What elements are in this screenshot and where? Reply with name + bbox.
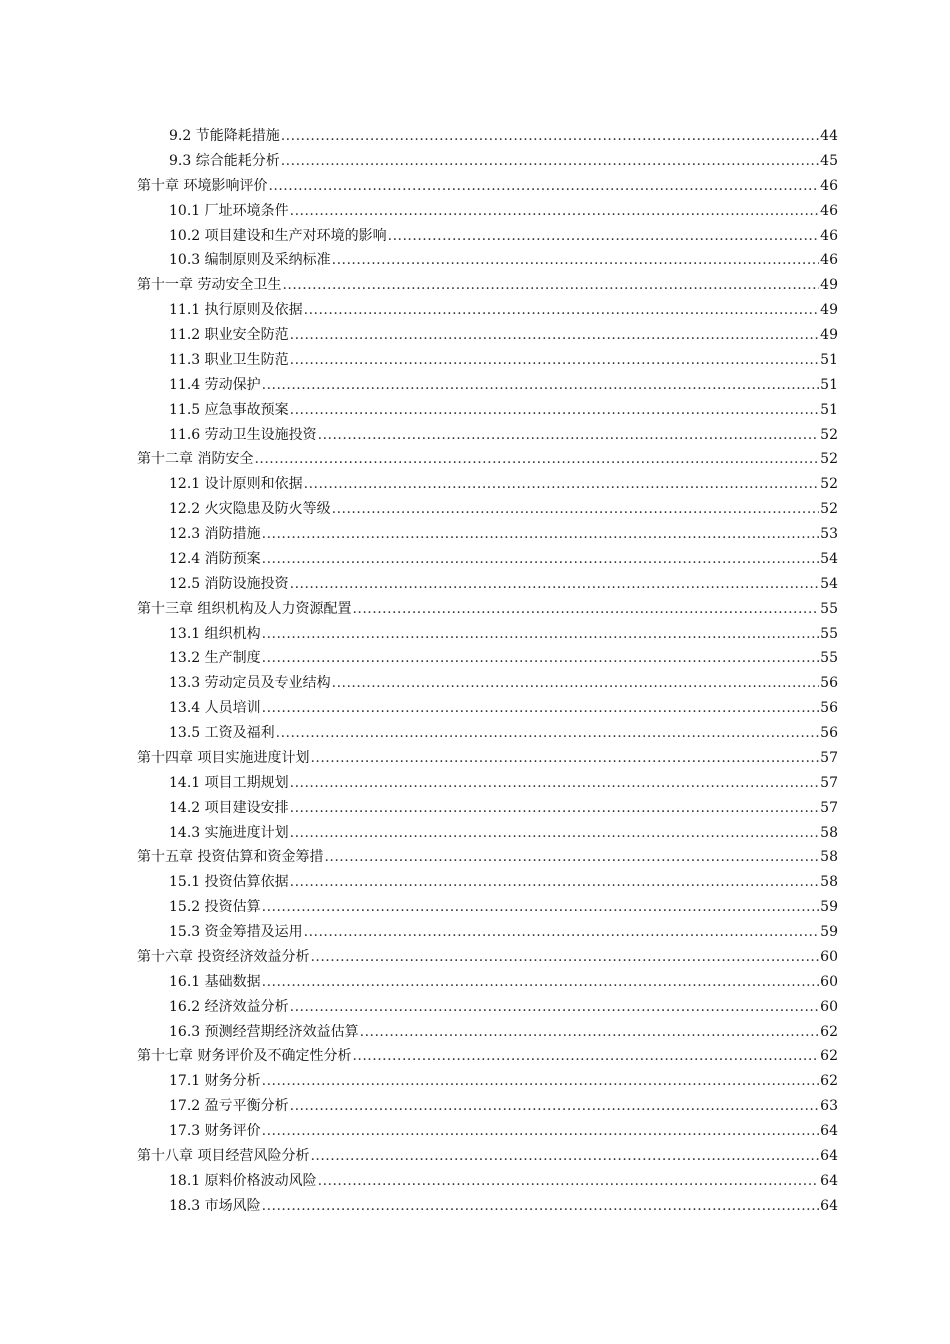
toc-entry-title: 12.4 消防预案 — [169, 550, 261, 567]
toc-entry-title: 第十一章 劳动安全卫生 — [137, 277, 282, 294]
toc-dot-leader — [262, 622, 820, 647]
toc-entry-title: 13.4 人员培训 — [169, 700, 261, 717]
toc-entry-title: 第十章 环境影响评价 — [137, 177, 268, 194]
toc-entry-title: 第十八章 项目经营风险分析 — [137, 1147, 310, 1164]
toc-page-number: 60 — [820, 948, 838, 965]
toc-page-number: 55 — [820, 650, 838, 667]
toc-section-entry[interactable] — [137, 398, 838, 423]
toc-chapter-entry[interactable] — [137, 845, 838, 870]
toc-chapter-entry[interactable] — [137, 174, 838, 199]
toc-entry-title: 16.2 经济效益分析 — [169, 998, 289, 1015]
toc-dot-leader — [262, 373, 820, 398]
toc-dot-leader — [310, 1144, 819, 1169]
toc-section-entry[interactable] — [137, 696, 838, 721]
toc-section-entry[interactable] — [137, 1020, 838, 1045]
toc-dot-leader — [352, 1044, 819, 1069]
toc-dot-leader — [290, 995, 820, 1020]
toc-page-number: 52 — [820, 426, 838, 443]
toc-dot-leader — [318, 423, 820, 448]
toc-page-number: 53 — [820, 526, 838, 542]
toc-dot-leader — [262, 1119, 820, 1144]
toc-entry-title: 12.1 设计原则和依据 — [169, 476, 303, 493]
toc-entry-title: 18.1 原料价格波动风险 — [169, 1172, 317, 1189]
toc-section-entry[interactable] — [137, 995, 838, 1020]
toc-page-number: 64 — [820, 1147, 838, 1164]
table-of-contents — [137, 124, 838, 1219]
toc-page-number: 51 — [820, 351, 838, 368]
toc-chapter-entry[interactable] — [137, 746, 838, 771]
toc-dot-leader — [332, 248, 820, 273]
toc-entry-title: 11.2 职业安全防范 — [169, 327, 289, 343]
toc-chapter-entry[interactable] — [137, 273, 838, 298]
toc-entry-title: 11.3 职业卫生防范 — [169, 351, 289, 368]
toc-entry-title: 12.2 火灾隐患及防火等级 — [169, 501, 331, 518]
toc-page-number: 56 — [820, 675, 838, 692]
toc-page-number: 57 — [820, 749, 838, 766]
toc-entry-title: 11.6 劳动卫生设施投资 — [169, 426, 317, 443]
toc-dot-leader — [262, 970, 820, 995]
toc-entry-title: 17.2 盈亏平衡分析 — [169, 1098, 289, 1115]
toc-dot-leader — [332, 671, 820, 696]
toc-page-number: 55 — [820, 625, 838, 642]
toc-dot-leader — [352, 597, 819, 622]
toc-page-number: 62 — [820, 1023, 838, 1040]
toc-chapter-entry[interactable] — [137, 1044, 838, 1069]
toc-page-number: 46 — [820, 252, 838, 269]
toc-dot-leader — [262, 895, 820, 920]
toc-dot-leader — [290, 398, 820, 423]
toc-dot-leader — [290, 348, 820, 373]
toc-section-entry[interactable] — [137, 970, 838, 995]
toc-dot-leader — [318, 1169, 820, 1194]
toc-section-entry[interactable] — [137, 472, 838, 497]
toc-section-entry[interactable] — [137, 199, 838, 224]
toc-entry-title: 18.3 市场风险 — [169, 1197, 261, 1214]
toc-page-number: 58 — [820, 849, 838, 866]
toc-page-number: 64 — [820, 1123, 838, 1139]
toc-dot-leader — [324, 845, 819, 870]
toc-entry-title: 9.2 节能降耗措施 — [169, 128, 280, 144]
toc-page-number: 64 — [820, 1172, 838, 1189]
toc-dot-leader — [360, 1020, 820, 1045]
toc-section-entry[interactable] — [137, 348, 838, 373]
toc-entry-title: 11.5 应急事故预案 — [169, 401, 289, 418]
toc-dot-leader — [304, 472, 820, 497]
toc-section-entry[interactable] — [137, 1094, 838, 1119]
toc-dot-leader — [290, 771, 820, 796]
toc-entry-title: 10.2 项目建设和生产对环境的影响 — [169, 227, 387, 244]
toc-section-entry[interactable] — [137, 298, 838, 323]
toc-page-number: 62 — [820, 1048, 838, 1065]
toc-page-number: 56 — [820, 725, 838, 741]
toc-chapter-entry[interactable] — [137, 945, 838, 970]
toc-page-number: 52 — [820, 501, 838, 518]
toc-dot-leader — [290, 821, 820, 846]
toc-dot-leader — [268, 174, 819, 199]
toc-section-entry[interactable] — [137, 522, 838, 547]
toc-page-number: 44 — [820, 128, 838, 144]
toc-dot-leader — [282, 273, 819, 298]
toc-dot-leader — [304, 298, 820, 323]
toc-section-entry[interactable] — [137, 124, 838, 149]
toc-page-number: 46 — [820, 202, 838, 219]
toc-entry-title: 14.2 项目建设安排 — [169, 799, 289, 816]
toc-page-number: 49 — [820, 277, 838, 294]
toc-page-number: 57 — [820, 774, 838, 791]
toc-page-number: 59 — [820, 924, 838, 940]
toc-page-number: 51 — [820, 401, 838, 418]
toc-dot-leader — [290, 1094, 820, 1119]
toc-entry-title: 第十七章 财务评价及不确定性分析 — [137, 1048, 352, 1065]
toc-dot-leader — [281, 124, 819, 149]
toc-dot-leader — [276, 721, 820, 746]
toc-entry-title: 15.3 资金筹措及运用 — [169, 924, 303, 940]
toc-entry-title: 10.3 编制原则及采纳标准 — [169, 252, 331, 269]
toc-page-number: 56 — [820, 700, 838, 717]
toc-dot-leader — [262, 1194, 820, 1219]
toc-entry-title: 10.1 厂址环境条件 — [169, 202, 289, 219]
toc-dot-leader — [281, 149, 819, 174]
toc-section-entry[interactable] — [137, 1194, 838, 1219]
toc-entry-title: 第十四章 项目实施进度计划 — [137, 749, 310, 766]
toc-entry-title: 15.1 投资估算依据 — [169, 874, 289, 891]
toc-page-number: 54 — [820, 575, 838, 592]
toc-dot-leader — [332, 497, 820, 522]
toc-section-entry[interactable] — [137, 721, 838, 746]
toc-entry-title: 第十五章 投资估算和资金筹措 — [137, 849, 324, 866]
toc-entry-title: 17.1 财务分析 — [169, 1073, 261, 1090]
toc-dot-leader — [262, 547, 820, 572]
toc-dot-leader — [304, 920, 820, 945]
toc-page-number: 52 — [820, 476, 838, 493]
toc-section-entry[interactable] — [137, 224, 838, 249]
toc-dot-leader — [262, 646, 820, 671]
toc-dot-leader — [290, 870, 820, 895]
toc-section-entry[interactable] — [137, 920, 838, 945]
toc-page-number: 59 — [820, 899, 838, 916]
toc-entry-title: 第十六章 投资经济效益分析 — [137, 948, 310, 965]
toc-entry-title: 17.3 财务评价 — [169, 1123, 261, 1139]
toc-entry-title: 9.3 综合能耗分析 — [169, 152, 280, 169]
toc-section-entry[interactable] — [137, 870, 838, 895]
toc-page-number: 55 — [820, 600, 838, 617]
toc-entry-title: 第十二章 消防安全 — [137, 451, 254, 468]
toc-page-number: 45 — [820, 152, 838, 169]
toc-entry-title: 14.1 项目工期规划 — [169, 774, 289, 791]
toc-chapter-entry[interactable] — [137, 447, 838, 472]
toc-page-number: 57 — [820, 799, 838, 816]
toc-entry-title: 13.5 工资及福利 — [169, 725, 275, 741]
toc-section-entry[interactable] — [137, 248, 838, 273]
toc-entry-title: 13.3 劳动定员及专业结构 — [169, 675, 331, 692]
toc-page-number: 46 — [820, 177, 838, 194]
toc-section-entry[interactable] — [137, 547, 838, 572]
toc-page-number: 62 — [820, 1073, 838, 1090]
toc-dot-leader — [262, 696, 820, 721]
toc-dot-leader — [290, 796, 820, 821]
toc-section-entry[interactable] — [137, 149, 838, 174]
toc-entry-title: 12.3 消防措施 — [169, 526, 261, 542]
toc-section-entry[interactable] — [137, 895, 838, 920]
toc-page-number: 46 — [820, 227, 838, 244]
toc-entry-title: 12.5 消防设施投资 — [169, 575, 289, 592]
toc-dot-leader — [310, 945, 819, 970]
toc-page-number: 49 — [820, 327, 838, 343]
toc-dot-leader — [310, 746, 819, 771]
toc-section-entry[interactable] — [137, 323, 838, 348]
toc-dot-leader — [388, 224, 820, 249]
toc-section-entry[interactable] — [137, 671, 838, 696]
toc-section-entry[interactable] — [137, 796, 838, 821]
toc-dot-leader — [262, 522, 820, 547]
toc-dot-leader — [290, 199, 820, 224]
toc-section-entry[interactable] — [137, 646, 838, 671]
toc-section-entry[interactable] — [137, 572, 838, 597]
toc-section-entry[interactable] — [137, 373, 838, 398]
toc-page-number: 64 — [820, 1197, 838, 1214]
toc-dot-leader — [290, 572, 820, 597]
toc-section-entry[interactable] — [137, 1169, 838, 1194]
toc-entry-title: 14.3 实施进度计划 — [169, 824, 289, 841]
toc-entry-title: 11.4 劳动保护 — [169, 376, 261, 393]
toc-page-number: 51 — [820, 376, 838, 393]
toc-section-entry[interactable] — [137, 622, 838, 647]
toc-section-entry[interactable] — [137, 423, 838, 448]
toc-entry-title: 16.1 基础数据 — [169, 973, 261, 990]
toc-chapter-entry[interactable] — [137, 1144, 838, 1169]
toc-section-entry[interactable] — [137, 1069, 838, 1094]
toc-entry-title: 13.1 组织机构 — [169, 625, 261, 642]
toc-chapter-entry[interactable] — [137, 597, 838, 622]
toc-entry-title: 15.2 投资估算 — [169, 899, 261, 916]
toc-page-number: 49 — [820, 302, 838, 319]
toc-entry-title: 第十三章 组织机构及人力资源配置 — [137, 600, 352, 617]
toc-dot-leader — [290, 323, 820, 348]
toc-page-number: 60 — [820, 998, 838, 1015]
toc-page-number: 63 — [820, 1098, 838, 1115]
toc-page-number: 58 — [820, 874, 838, 891]
toc-section-entry[interactable] — [137, 821, 838, 846]
toc-entry-title: 16.3 预测经营期经济效益估算 — [169, 1023, 359, 1040]
toc-section-entry[interactable] — [137, 497, 838, 522]
toc-page-number: 54 — [820, 550, 838, 567]
toc-dot-leader — [254, 447, 819, 472]
toc-page-number: 52 — [820, 451, 838, 468]
toc-section-entry[interactable] — [137, 771, 838, 796]
toc-dot-leader — [262, 1069, 820, 1094]
toc-entry-title: 13.2 生产制度 — [169, 650, 261, 667]
toc-section-entry[interactable] — [137, 1119, 838, 1144]
toc-entry-title: 11.1 执行原则及依据 — [169, 302, 303, 319]
toc-page-number: 60 — [820, 973, 838, 990]
toc-page-number: 58 — [820, 824, 838, 841]
